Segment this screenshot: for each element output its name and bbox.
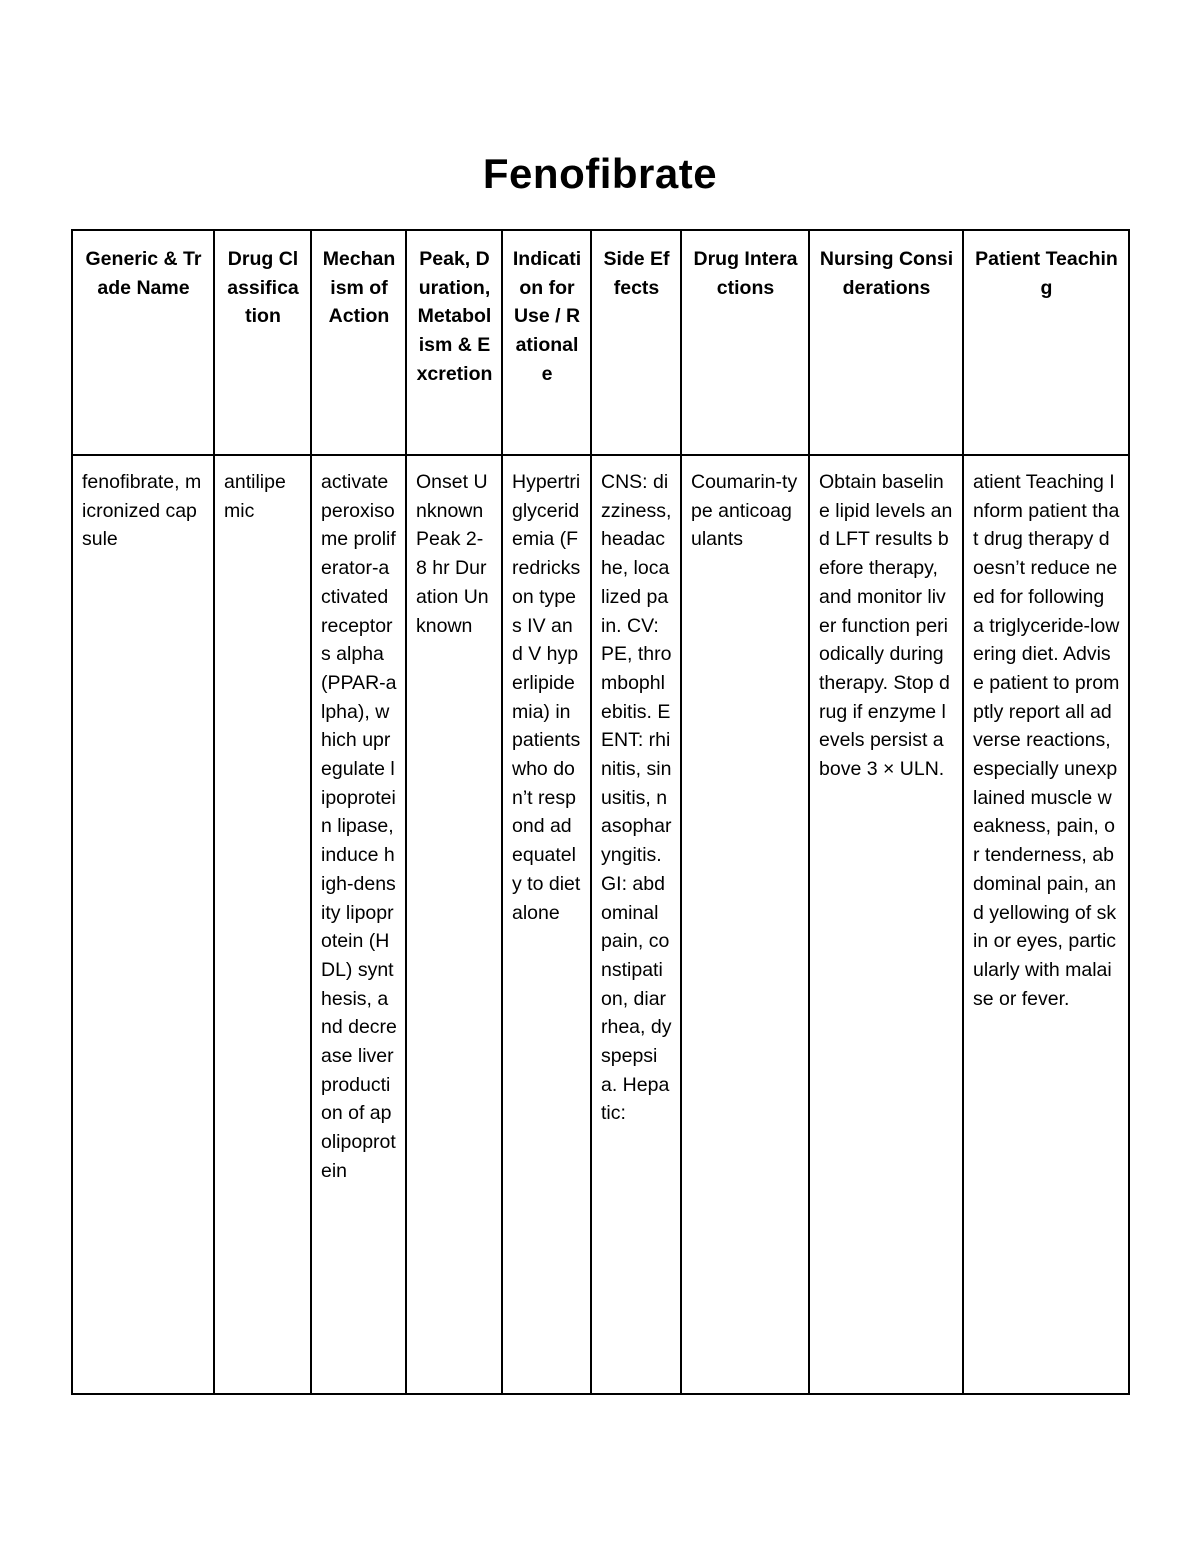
header-drug-interactions: Drug Interactions <box>681 230 809 455</box>
header-mechanism-of-action: Mechanism of Action <box>311 230 406 455</box>
cell-side-effects: CNS: dizziness, headache, localized pain. CV: PE, thrombophlebitis. EENT: rhinitis, sinusitis, nasopharyngitis. GI: abdominal pain, constipation, diarrhea, dyspepsia. Hepatic: <box>591 455 681 1394</box>
cell-generic-trade-name: fenofibrate, micronized capsule <box>72 455 214 1394</box>
drug-card-table <box>71 229 1130 1395</box>
cell-drug-classification: antilipemic <box>214 455 311 1394</box>
cell-drug-interactions: Coumarin-type anticoagulants <box>681 455 809 1394</box>
cell-patient-teaching: atient Teaching Inform patient that drug therapy doesn’t reduce need for following a triglyceride-lowering diet. Advise patient to promptly report all adverse reactions, especially unexplained muscle weakness, pain, or tenderness, abdominal pain, and yellowing of skin or eyes, particularly with malaise or fever. <box>963 455 1129 1394</box>
header-patient-teaching: Patient Teaching <box>963 230 1129 455</box>
header-peak-duration-metabolism: Peak, Duration, Metabolism & Excretion <box>406 230 502 455</box>
cell-indication: Hypertriglyceridemia (Fredrickson types IV and V hyperlipidemia) in patients who don’t respond adequately to diet alone <box>502 455 591 1394</box>
header-side-effects: Side Effects <box>591 230 681 455</box>
cell-nursing-considerations: Obtain baseline lipid levels and LFT results before therapy, and monitor liver function periodically during therapy. Stop drug if enzyme levels persist above 3 × ULN. <box>809 455 963 1394</box>
header-nursing-considerations: Nursing Considerations <box>809 230 963 455</box>
cell-peak-duration-metabolism: Onset Unknown Peak 2-8 hr Duration Unknown <box>406 455 502 1394</box>
cell-mechanism-of-action: activate peroxisome proliferator-activated receptors alpha (PPAR-alpha), which upregulate lipoprotein lipase, induce high-density lipoprotein (HDL) synthesis, and decrease liver production of apolipoprotein <box>311 455 406 1394</box>
page-title: Fenofibrate <box>482 150 718 197</box>
header-indication: Indication for Use / Rationale <box>502 230 591 455</box>
header-row <box>72 230 1129 455</box>
table-row <box>72 455 1129 1394</box>
header-generic-trade-name: Generic & Trade Name <box>72 230 214 455</box>
header-drug-classification: Drug Classification <box>214 230 311 455</box>
